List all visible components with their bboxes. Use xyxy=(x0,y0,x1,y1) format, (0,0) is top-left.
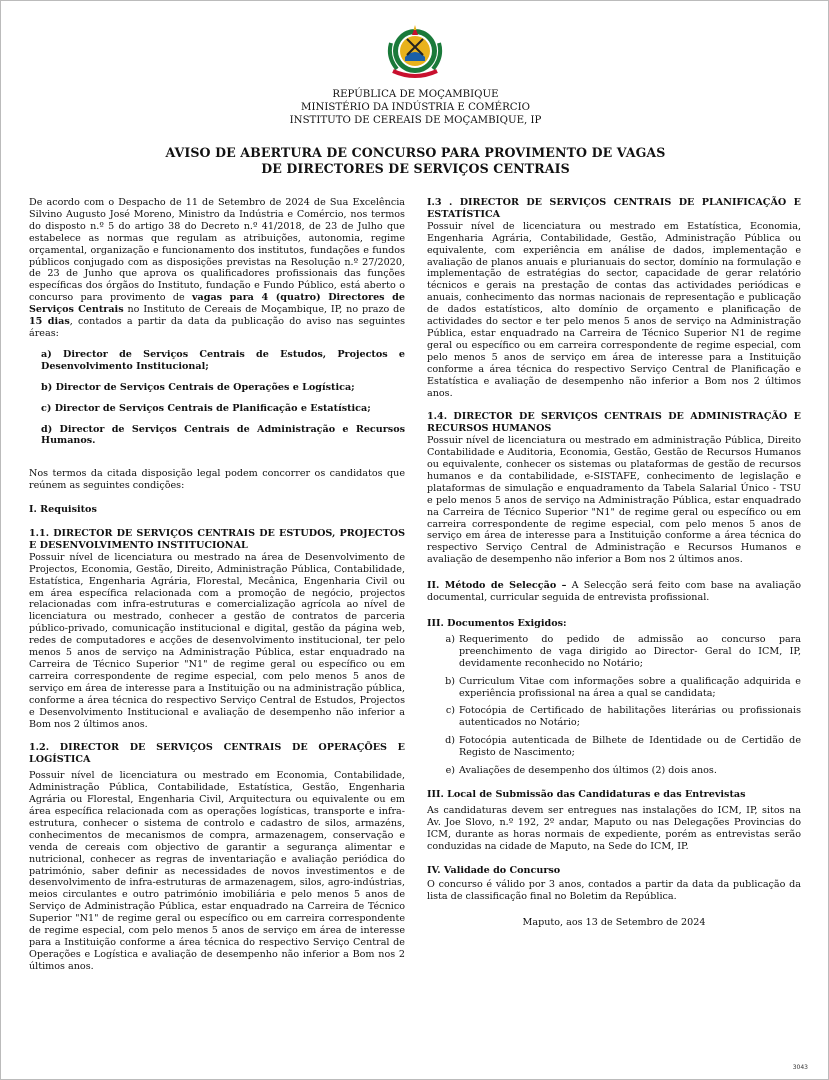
document-item: e) Avaliações de desempenho dos últimos (2) dois anos. xyxy=(445,765,717,777)
document-item: a) Requerimento do pedido de admissão ao concurso para preenchimento de vaga dirigido ao Director- Geral do ICM, IP, devidamente reconhecido no Notário; xyxy=(445,633,801,669)
area-item: a) Director de Serviços Centrais de Estudos, Projectos e Desenvolvimento Institucional; xyxy=(41,348,405,372)
requisitos-heading: I. Requisitos xyxy=(29,504,97,516)
section-1-4-text: Possuir nível de licenciatura ou mestrado em administração Pública, Direito Contabilidade e Auditoria, Economia, Gestão, Gestão de Recursos Humanos ou equivalente, conhecer os sistemas ou plataformas de gestão de recursos humanos e da contabilidade, e-SISTAFE, conhecimento de legislação e plataformas de simulação e enquadramento da Tabela Salarial Único - TSU e pelo menos 5 anos de serviço na Administração Pública, estar enquadrado na Carreira de Técnico Superior "N1" de regime geral ou específico ou em carreira correspondente de regime especial, com pelo menos 5 anos de serviço em área de interesse para a Instituição conforme a área técnica do respectivo Serviço Central de Administração e Recursos Humanos e avaliação de desempenho não inferior a Bom nos 2 últimos anos. xyxy=(427,435,801,566)
left-column xyxy=(29,197,405,973)
section-1-2-heading: 1.2. DIRECTOR DE SERVIÇOS CENTRAIS DE OPERAÇÕES E LOGÍSTICA xyxy=(29,742,405,766)
section-1-3-heading: I.3 . DIRECTOR DE SERVIÇOS CENTRAIS DE PLANIFICAÇÃO E ESTATÍSTICA xyxy=(427,197,801,220)
document-item: d) Fotocópia autenticada de Bilhete de Identidade ou de Certidão de Registo de Nascimento; xyxy=(445,735,801,759)
section-1-3-text: Possuir nível de licenciatura ou mestrado em Estatística, Economia, Engenharia Agrária, Contabilidade, Gestão, Administração Pública ou equivalente, com experiência em análise de dados, implementação e avaliação de planos anuais e plurianuais do sector, domínio na formulação e implementação de estratégias do sector, capacidade de gerar relatório técnicos e gerais na prestação de contas das actividades periódicas e anuais, conhecimento das normas nacionais de representação e publicação de dados estatísticos, alto domínio de orçamento e planificação de actividades do sector e ter pelo menos 5 anos de serviço na Administração Pública, estar enquadrado na Carreira de Técnico Superior N1 de regime geral ou específico ou em carreira correspondente de regime especial, com pelo menos 5 anos de serviço em área de interesse para a Instituição conforme a área técnica do respectivo Serviço Central de Planificação e Estatística e avaliação de desempenho não inferior a Bom nos 2 últimos anos. xyxy=(427,220,801,399)
document-item: c) Fotocópia de Certificado de habilitações literárias ou profissionais autenticados no Notário; xyxy=(445,705,801,729)
right-column xyxy=(427,197,801,929)
section-1-1-text: Possuir nível de licenciatura ou mestrado na área de Desenvolvimento de Projectos, Economia, Gestão, Direito, Administração Pública, Contabilidade, Estatística, Engenharia Agrária, Florestal, Mecânica, Engenharia Civil ou em área específica relacionada com a promoção de negócio, projectos relacionadas com infra-estruturas e comercialização agrícola ao nível de licenciatura ou mestrado, conhecer a gestão de contratos de parceria público-privado, comunicação institucional e digital, gestão da página web, redes de computadores e acções de desenvolvimento institucional, ter pelo menos 5 anos de serviço na Administração Pública, estar enquadrado na Carreira de Técnico Superior "N1" de regime geral ou específico ou em carreira correspondente de regime especial, com pelo menos 5 anos de serviço em área de interesse para a Instituição ou na administração pública, conforme a área técnica do respectivo Serviço Central de Estudos, Projectos e Desenvolvimento Institucional e avaliação de desempenho não inferior a Bom nos 2 últimos anos. xyxy=(29,551,405,730)
area-item: d) Director de Serviços Centrais de Administração e Recursos Humanos. xyxy=(41,423,405,447)
local-text: As candidaturas devem ser entregues nas instalações do ICM, IP, sitos na Av. Joe Slovo, n.º 192, 2º andar, Maputo ou nas Delegações Provincias do ICM, durante as horas normais de expediente, porém as entrevistas serão conduzidas na cidade de Maputo, na Sede do ICM, IP. xyxy=(427,804,801,852)
documents-list xyxy=(427,634,801,777)
footer-code: 3043 xyxy=(792,1064,808,1071)
ministry-name: MINISTÉRIO DA INDÚSTRIA E COMÉRCIO xyxy=(301,102,530,113)
section-1-1-heading: 1.1. DIRECTOR DE SERVIÇOS CENTRAIS DE ESTUDOS, PROJECTOS E DESENVOLVIMENTO INSTITUCIONAL xyxy=(29,528,405,551)
institute-name: INSTITUTO DE CEREAIS DE MOÇAMBIQUE, IP xyxy=(289,115,542,126)
local-heading: III. Local de Submissão das Candidaturas e das Entrevistas xyxy=(427,788,746,800)
metodo-paragraph: II. Método de Selecção – A Selecção será feito com base na avaliação documental, curricular seguida de entrevista profissional. xyxy=(427,580,801,604)
section-1-4-heading: 1.4. DIRECTOR DE SERVIÇOS CENTRAIS DE ADMINISTRAÇÃO E RECURSOS HUMANOS xyxy=(427,411,801,435)
signoff-date: Maputo, aos 13 de Setembro de 2024 xyxy=(522,917,706,929)
notice-title: AVISO DE ABERTURA DE CONCURSO PARA PROVIMENTO DE VAGAS DE DIRECTORES DE SERVIÇOS CENTRAIS xyxy=(165,145,666,176)
intro-paragraph: De acordo com o Despacho de 11 de Setembro de 2024 de Sua Excelência Silvino Augusto José Moreno, Ministro da Indústria e Comércio, nos termos do disposto n.º 5 do artigo 38 do Decreto n.º 41/2018, de 23 de Julho que estabelece as normas que regulam as atribuições, autonomia, regime orçamental, organização e funcionamento dos institutos, fundações e fundos públicos conjugado com as disposições previstas na Resolução n.º 27/2020, de 23 de Junho que aprova os qualificadores profissionais das funções específicas dos órgãos do Instituto, fundação e Fundo Público, está aberto o concurso para provimento de vagas para 4 (quatro) Directores de Serviços Centrais no Instituto de Cereais de Moçambique, IP, no prazo de 15 dias, contados a partir da data da publicação do aviso nas seguintes áreas: xyxy=(29,197,405,339)
document-item: b) Curriculum Vitae com informações sobre a qualificação adquirida e experiência profissional na área a qual se candidata; xyxy=(445,675,801,699)
area-item: b) Director de Serviços Centrais de Operações e Logística; xyxy=(41,381,355,393)
coat-of-arms-icon xyxy=(385,21,445,83)
validade-heading: IV. Validade do Concurso xyxy=(427,864,561,876)
section-1-2-text: Possuir nível de licenciatura ou mestrado em Economia, Contabilidade, Administração Pública, Contabilidade, Estatística, Gestão, Engenharia Agrária ou Florestal, Engenharia Civil, Arquitectura ou equivalente ou em área específica relacionada com as operações logísticas, transporte e infra-estrutura, conhecer o sistema de controlo e cadastro de silos, armazéns, conhecimentos de mecanismos de compra, armazenagem, conservação e venda de cereais com objectivo de garantir a segurança alimentar e nutricional, conhecer as regras de inventariação e avaliação periódica do património, saber definir as necessidades de novos investimentos e de desenvolvimento de infra-estruturas de armazenagem, silos, agro-indústrias, meios circulantes e outro património imobiliária e pelo menos 5 anos de Serviço de Administração Pública, estar enquadrado na Carreira de Técnico Superior "N1" de regime geral ou específico ou em carreira correspondente de regime especial, com pelo menos 5 anos de serviço em área de interesse para a Instituição conforme a área técnica do respectivo Serviço Central de Operações e Logística e avaliação de desempenho não inferior a Bom nos 2 últimos anos. xyxy=(29,770,405,972)
republic-name: REPÚBLICA DE MOÇAMBIQUE xyxy=(332,89,499,100)
validade-text: O concurso é válido por 3 anos, contados a partir da data da publicação da lista de classificação final no Boletim da República. xyxy=(427,879,801,903)
area-item: c) Director de Serviços Centrais de Planificação e Estatística; xyxy=(41,402,371,414)
institution-header xyxy=(1,88,829,127)
areas-list xyxy=(29,349,405,447)
documentos-heading: III. Documentos Exigidos: xyxy=(427,618,567,629)
conditions-text: Nos termos da citada disposição legal podem concorrer os candidatos que reúnem as seguintes condições: xyxy=(29,468,405,492)
